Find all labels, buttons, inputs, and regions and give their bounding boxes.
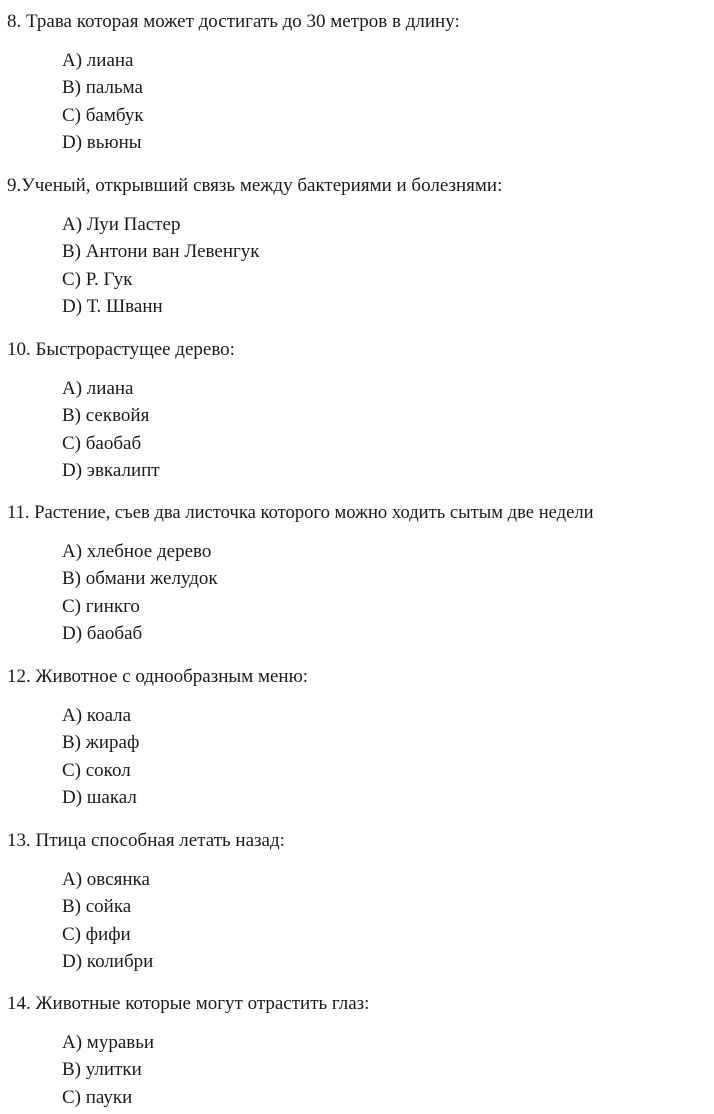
- answer-options: [62, 214, 260, 323]
- option-a: A) коала: [62, 705, 132, 726]
- question-text: 8. Трава которая может достигать до 30 метров в длину:: [7, 11, 460, 32]
- option-b: B) пальма: [62, 77, 143, 99]
- answer-options: [62, 705, 139, 814]
- option-c: C) бамбук: [62, 104, 144, 126]
- option-b: B) сойка: [62, 896, 132, 918]
- option-b: B) улитки: [62, 1059, 142, 1081]
- option-a: A) Луи Пастер: [62, 214, 181, 235]
- option-a: A) лиана: [62, 50, 134, 71]
- answer-options: [62, 1032, 154, 1114]
- option-a: A) муравьи: [62, 1032, 155, 1053]
- option-c: C) сокол: [62, 759, 131, 781]
- question-text: 13. Птица способная летать назад:: [7, 830, 285, 851]
- option-a: A) овсянка: [62, 869, 150, 890]
- answer-options: [62, 869, 153, 978]
- answer-options: [62, 378, 160, 487]
- option-c: C) фифи: [62, 923, 131, 945]
- question-text: 10. Быстрорастущее дерево:: [7, 339, 235, 360]
- question-text: 9.Ученый, открывший связь между бактериями и болезнями:: [7, 175, 503, 196]
- option-a: A) хлебное дерево: [62, 541, 212, 562]
- option-d: D) эвкалипт: [62, 459, 160, 481]
- option-d: D) Т. Шванн: [62, 295, 163, 317]
- option-a: A) лиана: [62, 378, 134, 399]
- option-c: C) баобаб: [62, 432, 142, 454]
- option-c: C) гинкго: [62, 595, 140, 617]
- answer-options: [62, 541, 218, 650]
- option-b: B) Антони ван Левенгук: [62, 241, 260, 263]
- option-d: D) шакал: [62, 786, 137, 808]
- option-d: D) баобаб: [62, 622, 143, 644]
- option-b: B) секвойя: [62, 405, 150, 427]
- answer-options: [62, 50, 144, 159]
- option-d: D) вьюны: [62, 131, 142, 153]
- option-d: D) колибри: [62, 950, 154, 972]
- option-b: B) обмани желудок: [62, 568, 218, 590]
- question-text: 12. Животное с однообразным меню:: [7, 666, 309, 687]
- option-b: B) жираф: [62, 732, 140, 754]
- option-c: C) Р. Гук: [62, 268, 133, 290]
- question-text: 11. Растение, съев два листочка которого можно ходить сытым две недели: [7, 502, 594, 523]
- option-c: C) пауки: [62, 1086, 133, 1108]
- question-text: 14. Животные которые могут отрастить глаз:: [7, 993, 370, 1014]
